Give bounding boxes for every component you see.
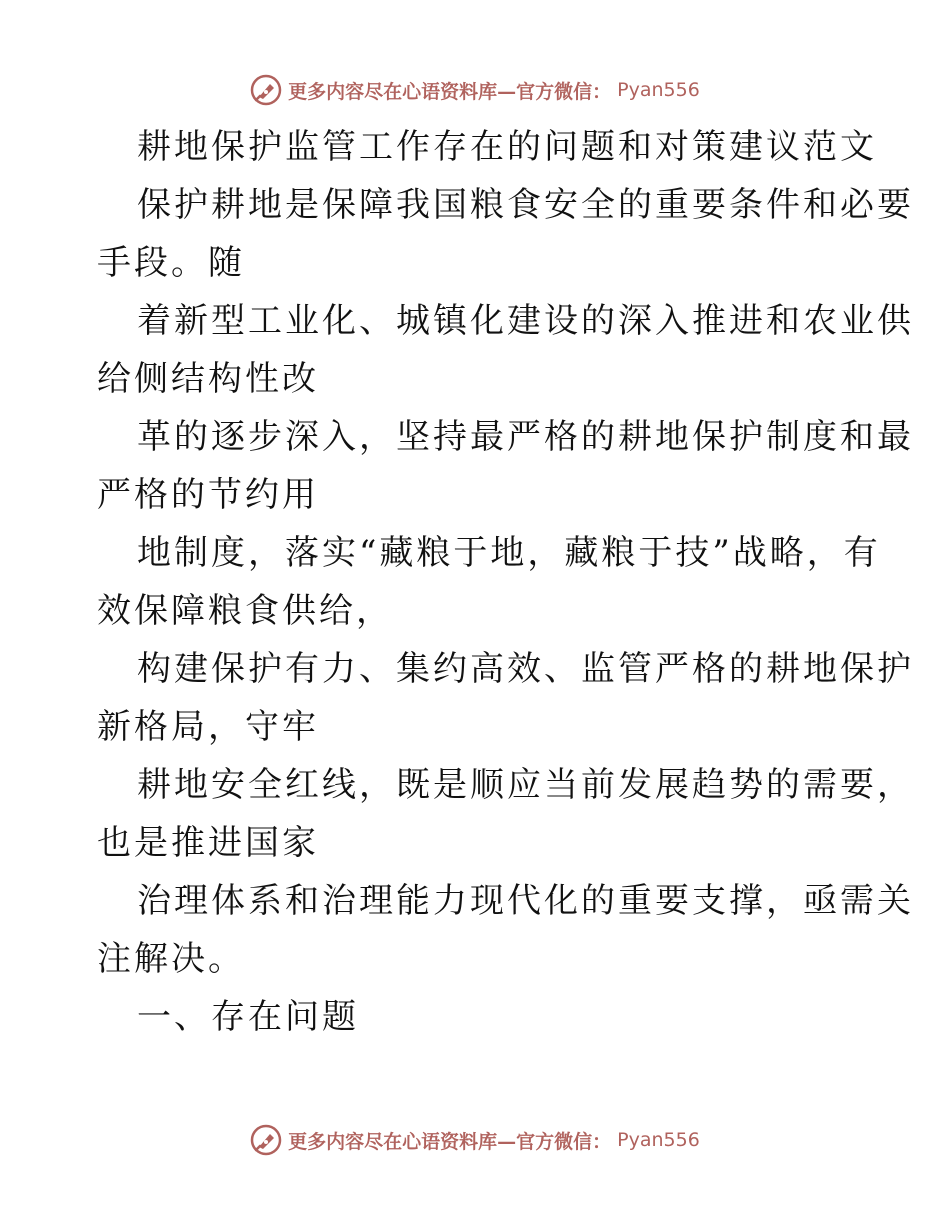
pen-nib-logo-icon [250, 1124, 282, 1156]
document-title: 耕地保护监管工作存在的问题和对策建议范文 [137, 127, 877, 167]
paragraph-line: 地制度，落实“藏粮于地，藏粮于技”战略，有 [137, 533, 881, 573]
footer-site-text: 更多内容尽在心语资料库—官方微信： [288, 1130, 612, 1153]
header-site-text: 更多内容尽在心语资料库—官方微信： [288, 80, 612, 103]
document-body [97, 118, 914, 1046]
paragraph-line: 手段。随 [97, 243, 245, 283]
paragraph-line: 严格的节约用 [97, 475, 319, 515]
header-wechat-handle: Pyan556 [617, 79, 700, 101]
paragraph-line: 耕地安全红线，既是顺应当前发展趋势的需要， [137, 765, 914, 805]
paragraph-line: 构建保护有力、集约高效、监管严格的耕地保护 [137, 649, 914, 689]
paragraph-line: 也是推进国家 [97, 823, 319, 863]
paragraph-line: 效保障粮食供给， [97, 591, 393, 631]
paragraph-line: 治理体系和治理能力现代化的重要支撑，亟需关 [137, 881, 914, 921]
pen-nib-logo-icon [250, 74, 282, 106]
footer-wechat-handle: Pyan556 [617, 1129, 700, 1151]
paragraph-line: 保护耕地是保障我国粮食安全的重要条件和必要 [137, 185, 914, 225]
paragraph-line: 新格局，守牢 [97, 707, 319, 747]
paragraph-line: 给侧结构性改 [97, 359, 319, 399]
paragraph-line: 注解决。 [97, 939, 245, 979]
header-banner [0, 70, 950, 110]
section-heading: 一、存在问题 [137, 997, 359, 1037]
footer-banner [0, 1120, 950, 1160]
paragraph-line: 着新型工业化、城镇化建设的深入推进和农业供 [137, 301, 914, 341]
paragraph-line: 革的逐步深入，坚持最严格的耕地保护制度和最 [137, 417, 914, 457]
